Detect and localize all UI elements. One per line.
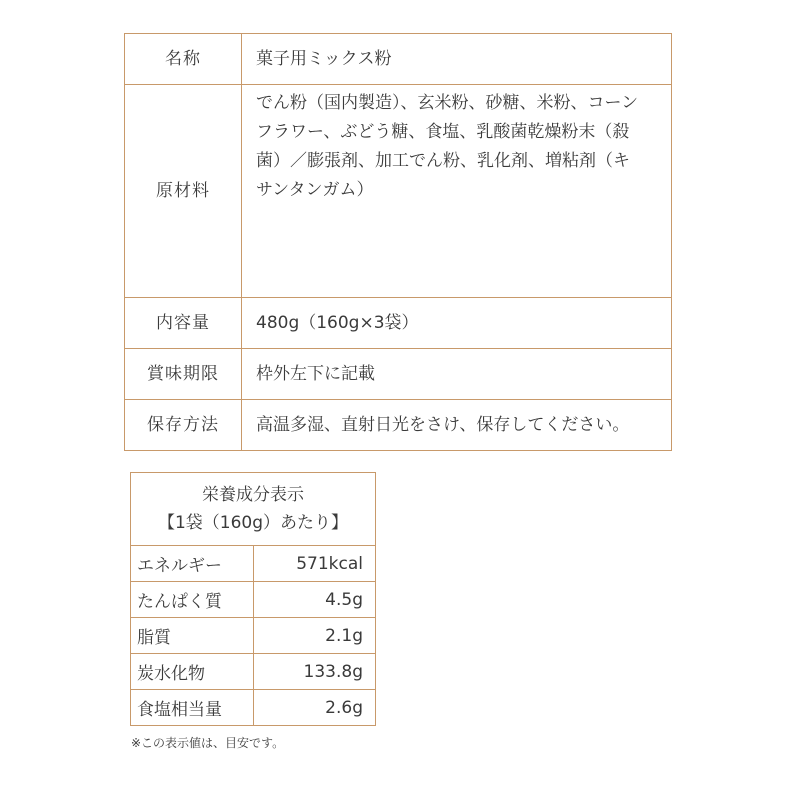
expiry-label: 賞味期限 xyxy=(125,349,242,400)
nutrition-header-row xyxy=(131,473,376,546)
nutrition-footnote: ※この表示値は、目安です。 xyxy=(131,736,285,750)
ingredients-label: 原材料 xyxy=(125,85,242,298)
nutrition-row xyxy=(131,546,376,582)
nutrition-header xyxy=(131,473,376,546)
nutrition-value: 2.1g xyxy=(253,618,376,654)
product-info-table xyxy=(124,33,672,451)
expiry-row xyxy=(125,349,672,400)
content-amount-row xyxy=(125,298,672,349)
ingredients-line: でん粉（国内製造）、玄米粉、砂糖、米粉、コーン xyxy=(256,93,639,113)
nutrition-subtitle: 【1袋（160g）あたり】 xyxy=(157,513,349,533)
nutrition-row xyxy=(131,618,376,654)
storage-label: 保存方法 xyxy=(125,400,242,451)
nutrition-label: たんぱく質 xyxy=(131,582,254,618)
storage-value: 高温多湿、直射日光をさけ、保存してください。 xyxy=(242,400,672,451)
nutrition-value: 133.8g xyxy=(253,654,376,690)
nutrition-label: 食塩相当量 xyxy=(131,690,254,726)
product-name-label: 名称 xyxy=(125,34,242,85)
ingredients-line: フラワー、ぶどう糖、食塩、乳酸菌乾燥粉末（殺 xyxy=(256,122,630,142)
nutrition-label: エネルギー xyxy=(131,546,254,582)
ingredients-line: サンタンガム） xyxy=(256,180,374,200)
nutrition-value: 4.5g xyxy=(253,582,376,618)
nutrition-row xyxy=(131,654,376,690)
nutrition-value: 571kcal xyxy=(253,546,376,582)
nutrition-value: 2.6g xyxy=(253,690,376,726)
ingredients-line: 菌）／膨張剤、加工でん粉、乳化剤、増粘剤（キ xyxy=(256,151,630,171)
nutrition-facts-table xyxy=(130,472,376,726)
expiry-value: 枠外左下に記載 xyxy=(242,349,672,400)
product-name-row xyxy=(125,34,672,85)
nutrition-label: 炭水化物 xyxy=(131,654,254,690)
nutrition-row xyxy=(131,582,376,618)
nutrition-row xyxy=(131,690,376,726)
product-name-value: 菓子用ミックス粉 xyxy=(242,34,672,85)
nutrition-label: 脂質 xyxy=(131,618,254,654)
nutrition-title: 栄養成分表示 xyxy=(202,485,304,505)
ingredients-row xyxy=(125,85,672,298)
storage-row xyxy=(125,400,672,451)
content-amount-label: 内容量 xyxy=(125,298,242,349)
ingredients-value xyxy=(242,85,672,298)
content-amount-value: 480g（160g×3袋） xyxy=(242,298,672,349)
